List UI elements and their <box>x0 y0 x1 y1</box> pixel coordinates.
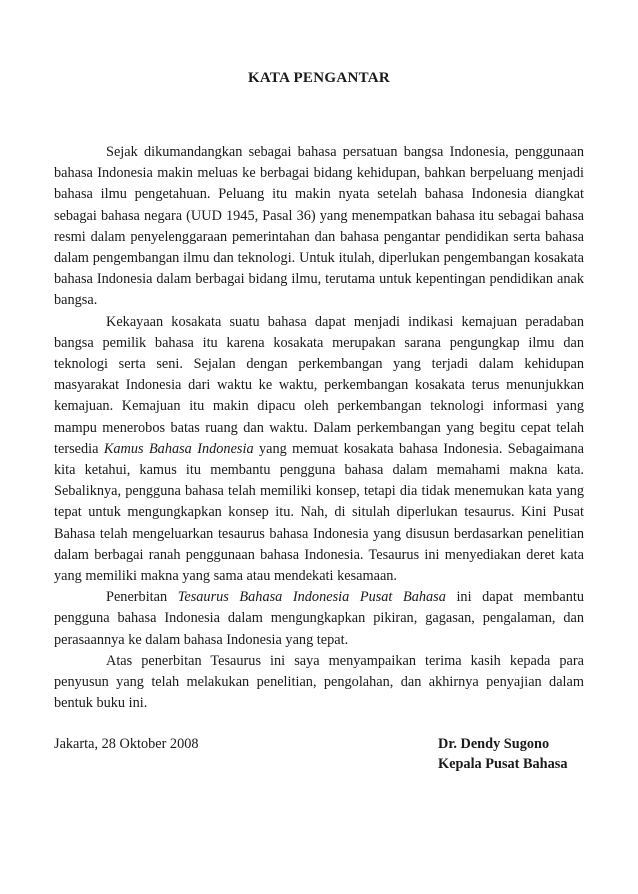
book-title-tesaurus: Tesaurus Bahasa Indonesia Pusat Bahasa <box>177 589 446 606</box>
paragraph-text: Atas penerbitan Tesaurus ini saya menyampaikan terima kasih kepada para penyusun yang telah melakukan penelitian, pengolahan, dan akhirnya penyajian dalam bentuk buku ini. <box>54 652 584 712</box>
foreword-body <box>54 142 584 714</box>
paragraph-text: yang memuat kosakata bahasa Indonesia. Sebagaimana kita ketahui, kamus itu membantu pengguna bahasa dalam memahami makna kata. Sebaliknya, pengguna bahasa telah memiliki konsep, tetapi dia tidak menemukan kata yang tepat untuk mengungkapkan konsep itu. Nah, di situlah diperlukan tesaurus. Kini Pusat Bahasa telah mengeluarkan tesaurus bahasa Indonesia yang disusun berdasarkan penelitian dalam berbagai ranah penggunaan bahasa Indonesia. Tesaurus ini menyediakan deret kata yang memiliki makna yang sama atau mendekati kesamaan. <box>54 440 584 585</box>
paragraph-3 <box>54 587 584 651</box>
signoff <box>54 734 584 774</box>
page-title: KATA PENGANTAR <box>247 70 391 86</box>
place-date: Jakarta, 28 Oktober 2008 <box>54 736 199 752</box>
paragraph-text: Kekayaan kosakata suatu bahasa dapat menjadi indikasi kemajuan peradaban bangsa pemilik bahasa itu karena kosakata merupakan sarana pengungkap ilmu dan teknologi serta seni. Sejalan dengan perkembangan yang terjadi dalam kehidupan masyarakat Indonesia dari waktu ke waktu, perkembangan kosakata terus menunjukkan kemajuan. Kemajuan itu makin dipacu oleh perkembangan teknologi informasi yang mampu menerobos batas ruang dan waktu. Dalam perkembangan yang begitu cepat telah tersedia <box>54 313 584 457</box>
paragraph-text: Penerbitan <box>106 589 178 606</box>
signer-position: Kepala Pusat Bahasa <box>438 756 568 772</box>
paragraph-text: Sejak dikumandangkan sebagai bahasa persatuan bangsa Indonesia, penggunaan bahasa Indonesia makin meluas ke berbagai bidang kehidupan, bahkan berpeluang menjadi bahasa ilmu pengetahuan. Peluang itu makin nyata setelah bahasa Indonesia diangkat sebagai bahasa negara (UUD 1945, Pasal 36) yang menempatkan bahasa itu sebagai bahasa resmi dalam penyelenggaraan pemerintahan dan bahasa pengantar pendidikan serta bahasa dalam pengembangan ilmu dan teknologi. Untuk itulah, diperlukan pengembangan kosakata bahasa Indonesia dalam berbagai bidang ilmu, terutama untuk kepentingan pendidikan anak bangsa. <box>54 144 584 309</box>
signer-block <box>438 734 568 774</box>
book-title-kamus: Kamus Bahasa Indonesia <box>103 440 254 457</box>
paragraph-4 <box>54 651 584 715</box>
signer-name: Dr. Dendy Sugono <box>438 736 550 752</box>
paragraph-1 <box>54 142 584 312</box>
paragraph-text: ini dapat membantu pengguna bahasa Indonesia dalam mengungkapkan pikiran, gagasan, pengalaman, dan perasaannya ke dalam bahasa Indonesia yang tepat. <box>54 589 584 648</box>
paragraph-2 <box>54 312 584 588</box>
